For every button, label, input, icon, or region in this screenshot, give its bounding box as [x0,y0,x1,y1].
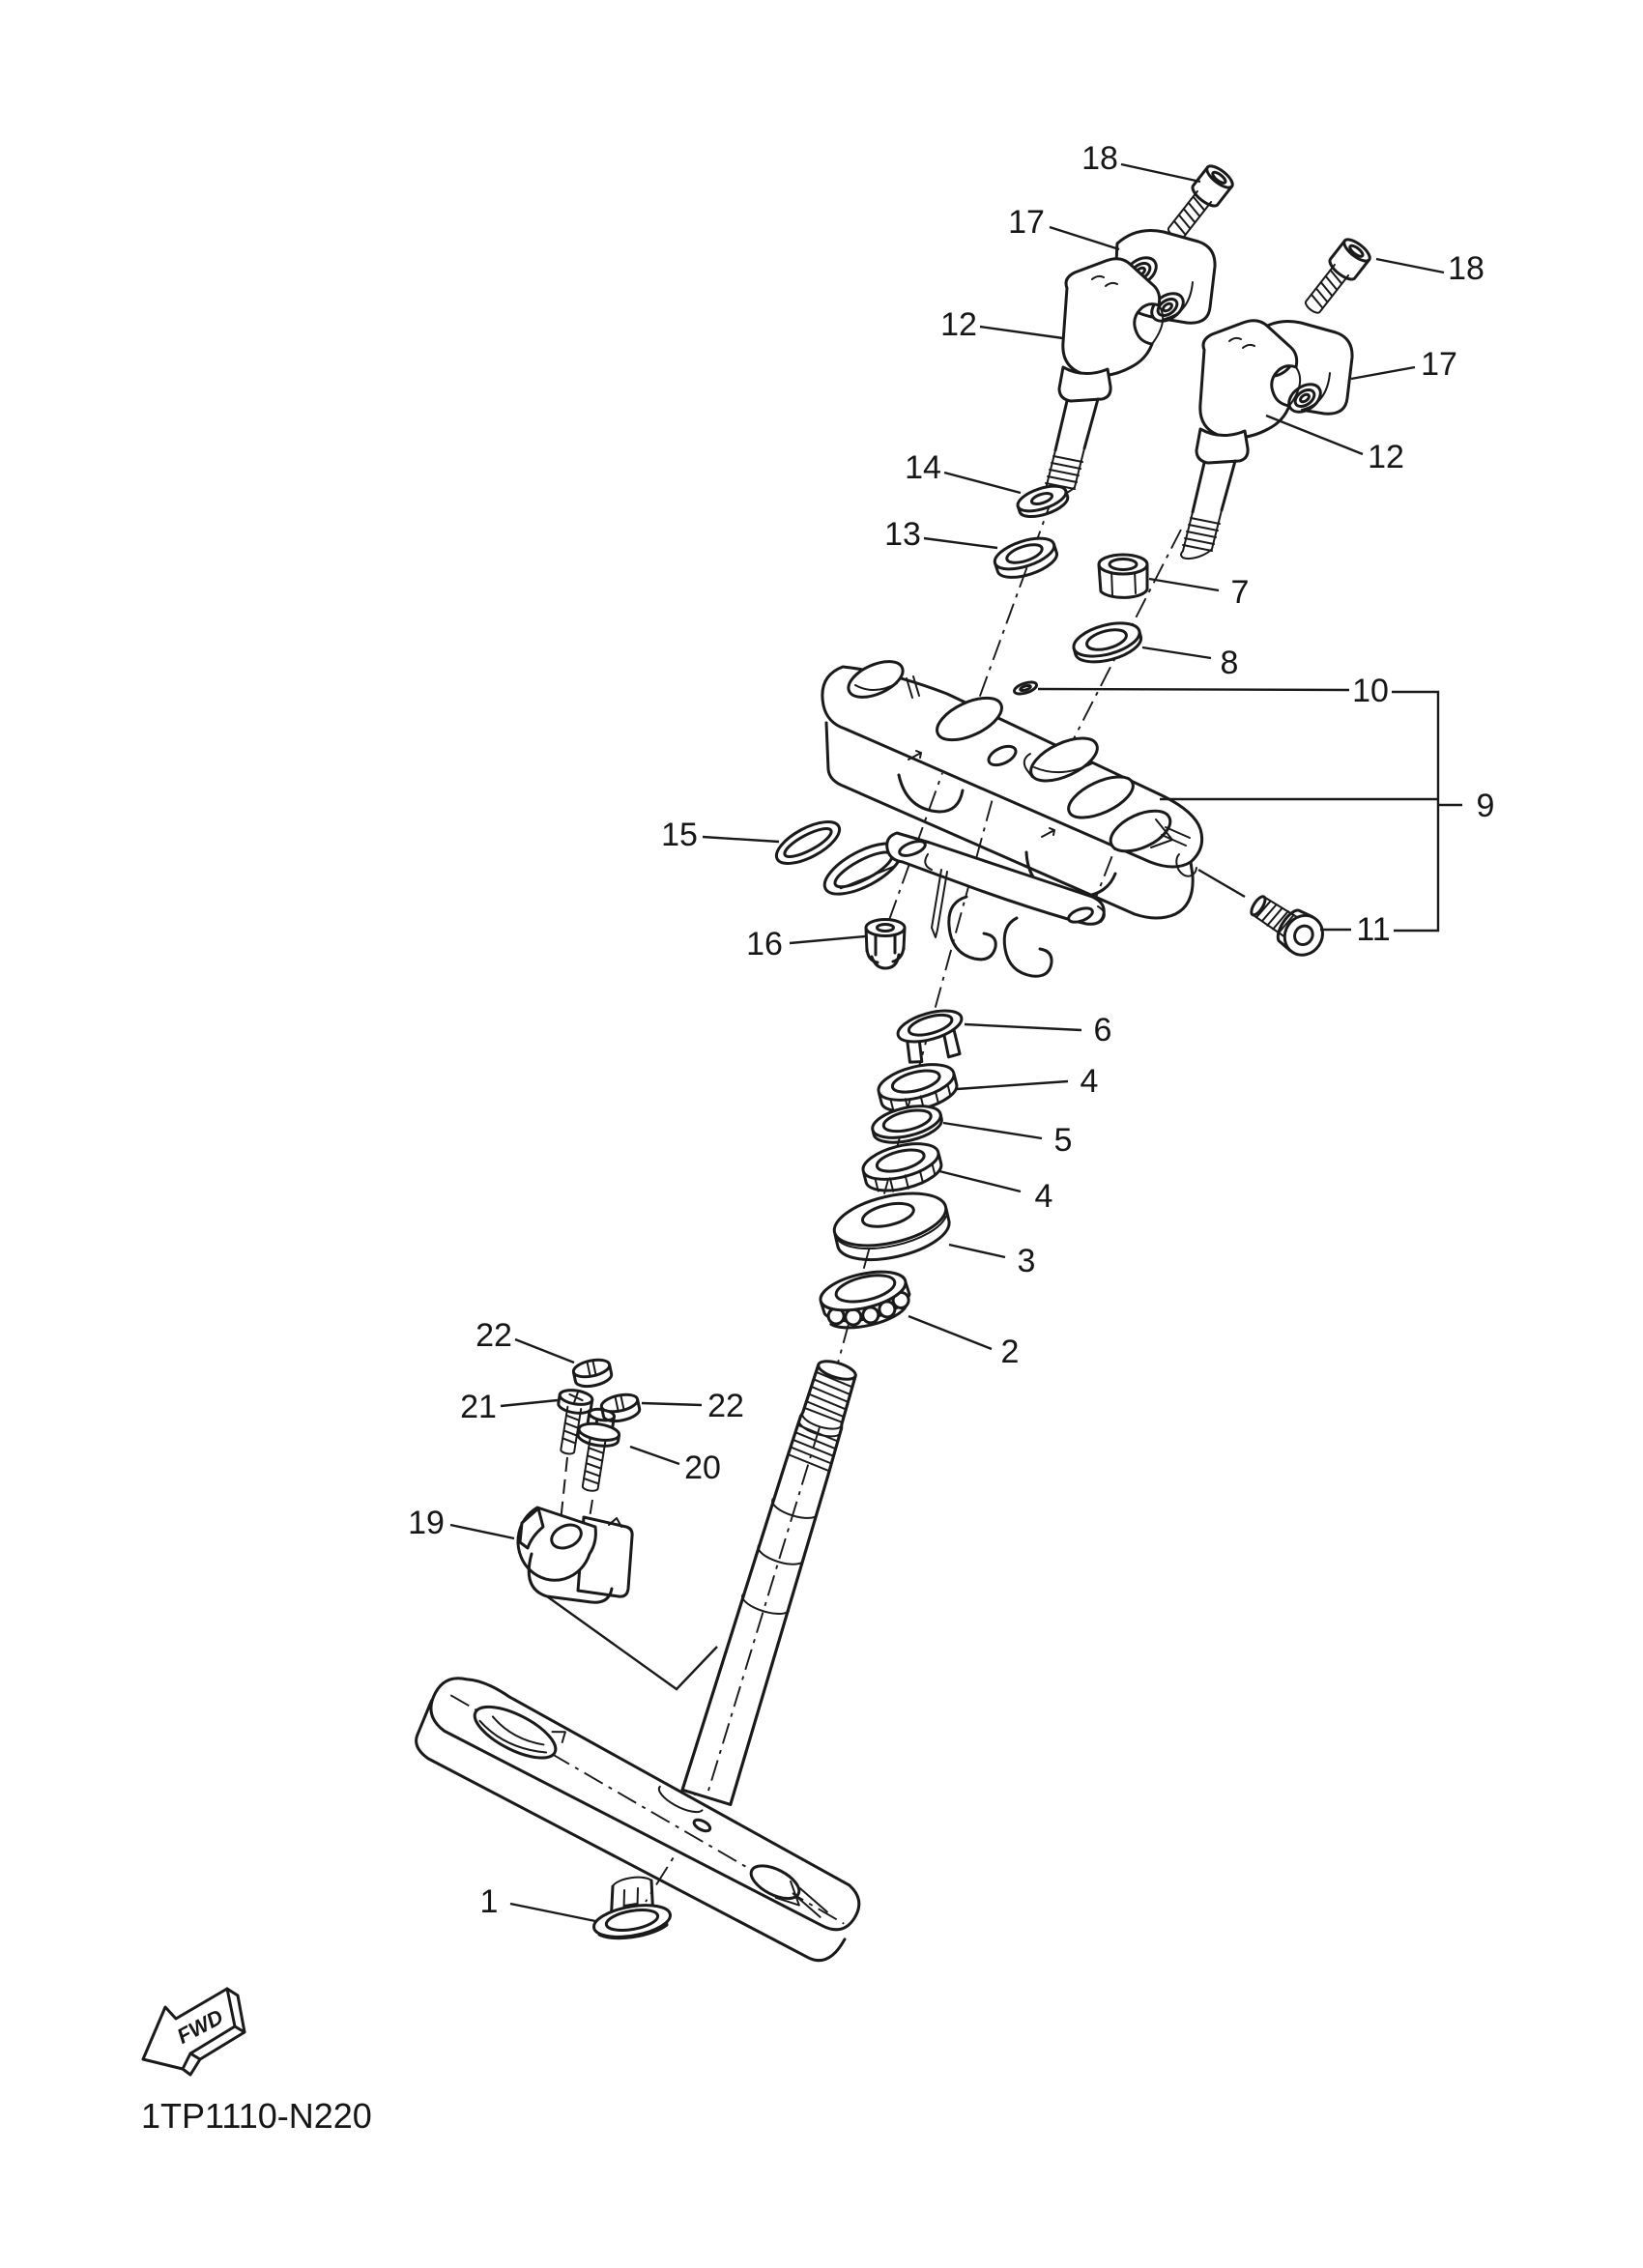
callout-16: 16 [746,926,783,962]
callout-22-right: 22 [707,1388,744,1424]
part-cap-22-right [600,1392,642,1423]
part-cap-nut-7 [1099,555,1147,597]
callout-14: 14 [905,449,941,486]
callout-19: 19 [408,1505,445,1541]
callout-2: 2 [1000,1334,1020,1370]
callout-18-top: 18 [1081,140,1118,177]
callout-7: 7 [1230,574,1250,611]
callout-12-left: 12 [940,306,977,343]
part-ring-nut-4-lower [859,1137,945,1198]
callout-10: 10 [1352,673,1389,709]
part-washer-10 [1013,680,1038,697]
part-washer-5 [870,1101,945,1148]
callout-11: 11 [1356,911,1391,948]
callout-13: 13 [884,516,921,553]
callout-22-left: 22 [476,1317,512,1354]
part-handlebar-lower-holder-12-right [1181,321,1300,559]
callout-18-right: 18 [1448,250,1484,287]
fwd-arrow-icon [143,1989,245,2075]
callout-3: 3 [1017,1243,1036,1279]
fwd-label: FWD [173,2004,227,2049]
callout-17-right: 17 [1421,346,1457,383]
part-ball-bearing-2 [817,1265,914,1335]
part-handlebar-lower-holder-12-left [1044,259,1163,497]
callout-20: 20 [684,1450,721,1486]
part-socket-screw-18-right [1298,236,1372,319]
callout-12-right: 12 [1368,439,1404,475]
part-cap-22-left [572,1357,614,1389]
callout-21: 21 [460,1389,497,1425]
callout-9: 9 [1476,788,1495,824]
callout-6: 6 [1093,1012,1112,1048]
callout-5: 5 [1053,1122,1073,1159]
part-holder-19 [518,1507,717,1689]
part-grommet-1 [591,1878,673,1942]
part-washer-14 [1015,481,1071,522]
callout-1: 1 [479,1883,499,1920]
part-washer-8 [1070,617,1144,668]
part-flange-nut-16 [866,920,905,969]
drawing-number: 1TP1110-N220 [141,2096,372,2136]
callout-17-left: 17 [1008,204,1045,241]
part-ring-13 [992,532,1061,584]
callout-8: 8 [1220,645,1239,681]
callout-4-lower: 4 [1034,1178,1053,1215]
callout-4-upper: 4 [1080,1063,1099,1100]
part-lock-washer-6 [895,1005,971,1069]
part-bolt-11 [1244,886,1331,962]
callout-15: 15 [661,817,698,853]
part-cable-guide-wires-15 [770,814,908,904]
part-bearing-cover-3 [829,1184,954,1269]
